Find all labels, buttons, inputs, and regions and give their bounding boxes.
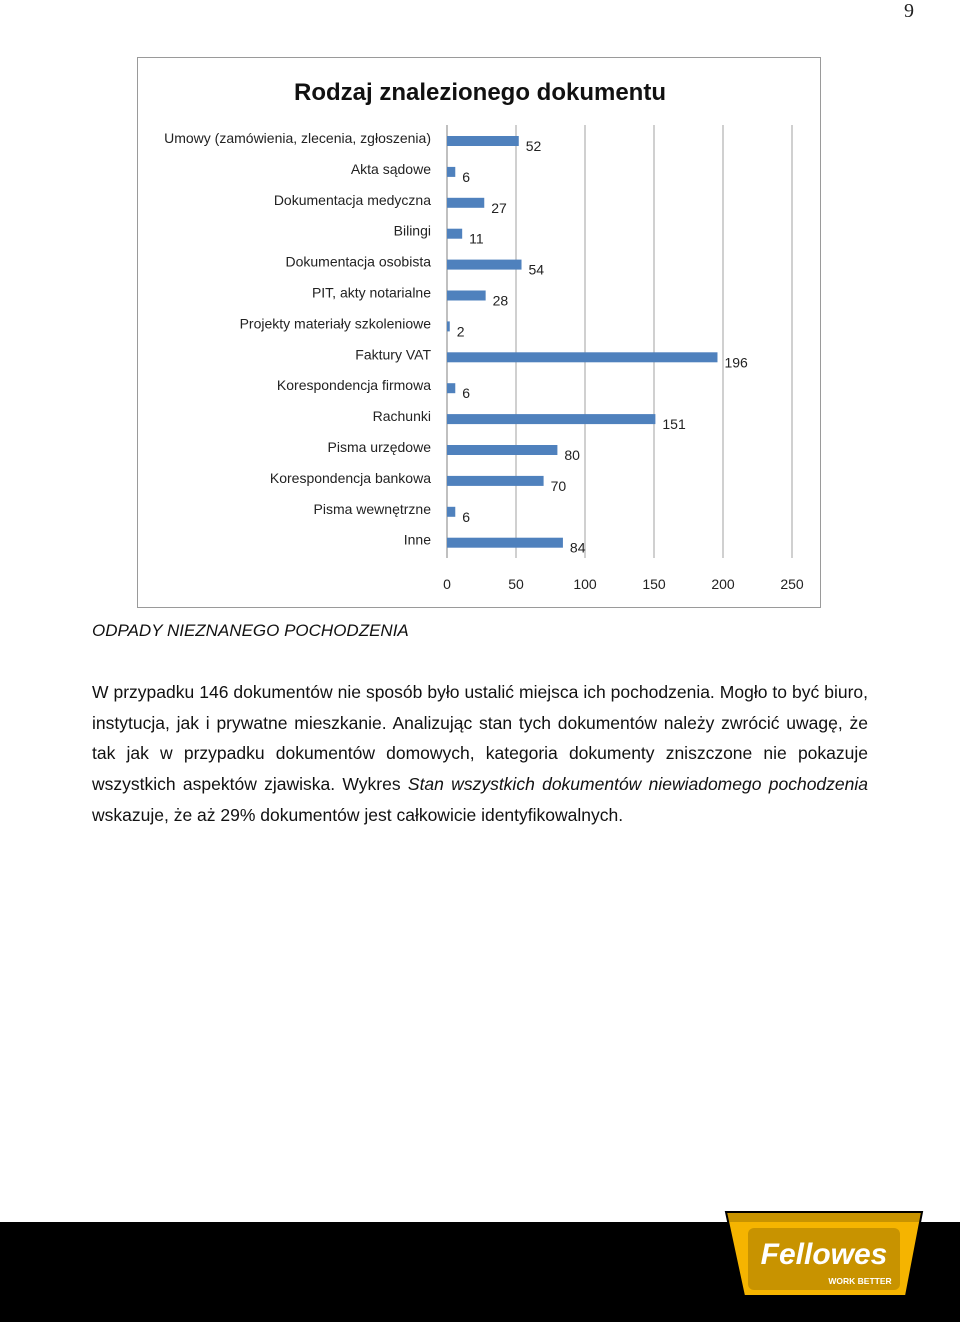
data-label: 196 (724, 354, 748, 371)
data-label: 80 (564, 447, 580, 463)
x-tick-label: 100 (573, 576, 597, 592)
x-tick-label: 250 (780, 576, 804, 592)
data-label: 54 (528, 261, 545, 278)
category-label: Projekty materiały szkoleniowe (239, 315, 431, 332)
bar (447, 291, 486, 301)
bar (447, 321, 450, 331)
category-label: Pisma wewnętrzne (313, 500, 431, 517)
data-label: 84 (569, 539, 586, 556)
bar (447, 538, 563, 548)
bar (447, 507, 455, 517)
chart-title: Rodzaj znalezionego dokumentu (293, 79, 667, 106)
x-tick-label: 0 (443, 576, 451, 592)
bar (447, 167, 455, 177)
bar (447, 260, 522, 270)
category-label: Umowy (zamówienia, zlecenia, zgłoszenia) (164, 130, 431, 146)
category-label: Bilingi (393, 222, 431, 239)
chart-canvas (138, 58, 822, 609)
bar (447, 445, 557, 455)
data-label: 27 (491, 199, 507, 216)
category-label: Akta sądowe (350, 160, 431, 177)
category-label: Pisma urzędowe (327, 439, 431, 455)
category-label: PIT, akty notarialne (311, 284, 431, 301)
x-tick-label: 200 (711, 576, 735, 592)
logo-wordmark: Fellowes (760, 1238, 888, 1271)
bar-chart (137, 57, 821, 608)
category-label: Dokumentacja osobista (285, 253, 431, 270)
x-tick-label: 50 (508, 576, 524, 592)
data-label: 151 (662, 416, 686, 433)
category-label: Faktury VAT (355, 346, 431, 363)
category-label: Korespondencja firmowa (276, 377, 431, 394)
paragraph-chart-reference: Stan wszystkich dokumentów niewiadomego pochodzenia (407, 774, 868, 795)
bar (447, 229, 462, 239)
bar (447, 352, 717, 362)
data-label: 52 (525, 138, 542, 154)
bar (447, 383, 455, 393)
category-label: Rachunki (372, 408, 431, 425)
fellowes-logo (722, 1208, 930, 1322)
logo-tagline: WORK BETTER (828, 1276, 892, 1286)
bar (447, 136, 519, 146)
page-number: 9 (904, 0, 914, 22)
paragraph-text-1: W przypadku 146 dokumentów nie sposób było ustalić miejsca ich pochodzenia. Mogło to być biuro, instytucja, jak i prywatne mieszkanie. Analizując stan tych dokumentów należy zwrócić uwagę, że tak jak w przypadku dokumentów domowych, kategoria dokumenty zniszczone nie pokazuje wszystkich aspektów zjawiska. Wykres (92, 682, 868, 795)
category-label: Korespondencja bankowa (269, 469, 431, 486)
section-heading: ODPADY NIEZNANEGO POCHODZENIA (92, 621, 409, 640)
paragraph-text-2: wskazuje, że aż 29% dokumentów jest całkowicie identyfikowalnych. (92, 804, 624, 825)
category-label: Inne (403, 531, 431, 548)
data-label: 6 (462, 385, 471, 402)
data-label: 28 (492, 292, 509, 309)
x-tick-label: 150 (642, 576, 666, 592)
bar (447, 198, 484, 208)
data-label: 11 (469, 230, 484, 247)
bar (447, 414, 655, 424)
category-label: Dokumentacja medyczna (273, 191, 431, 208)
data-label: 6 (462, 168, 471, 185)
data-label: 6 (462, 508, 471, 525)
body-paragraph (92, 677, 868, 831)
bar (447, 476, 544, 486)
data-label: 2 (456, 323, 465, 340)
data-label: 70 (550, 477, 567, 494)
